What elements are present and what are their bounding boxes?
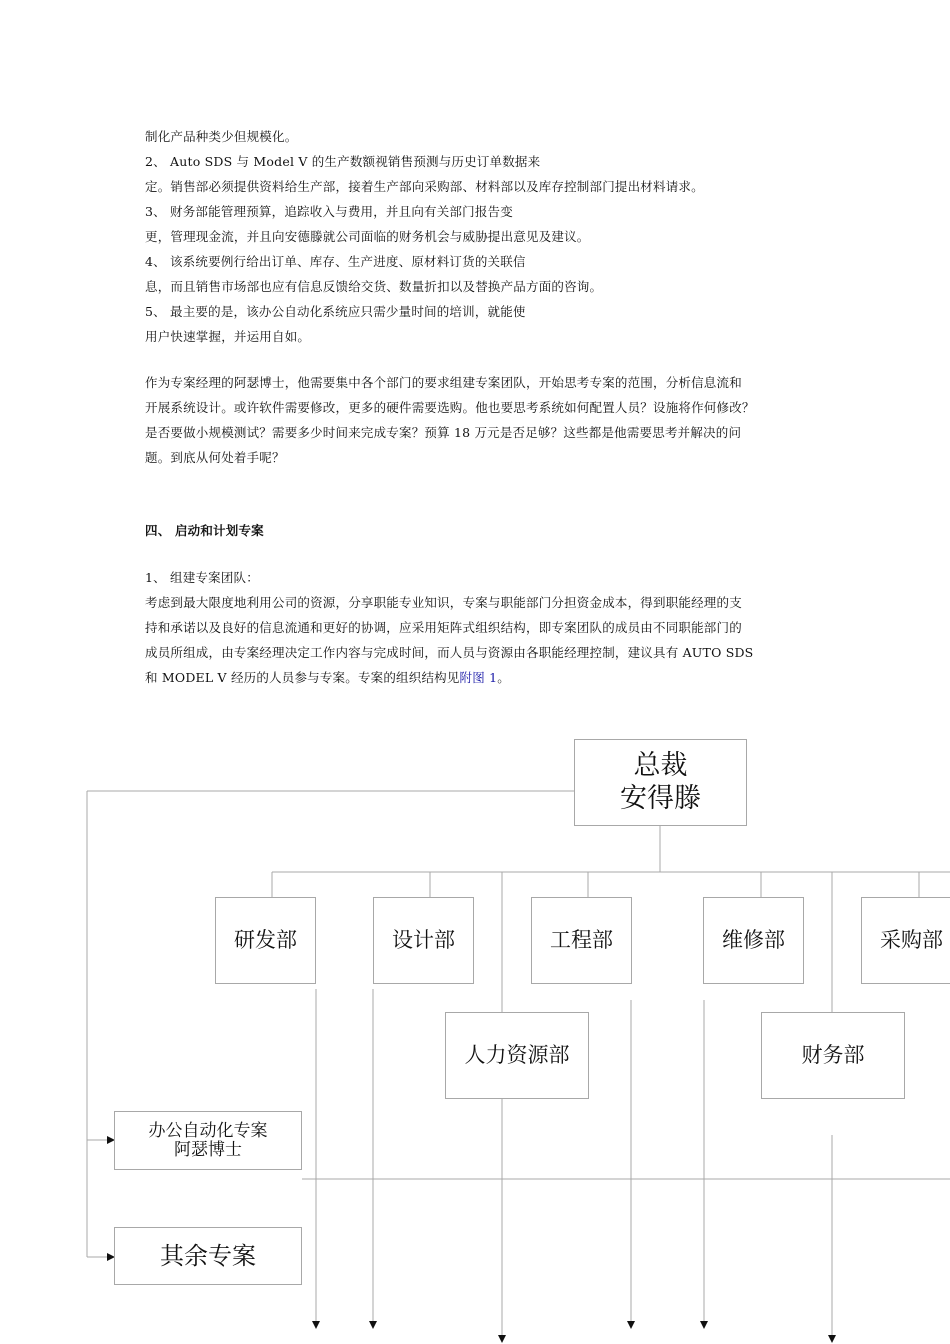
dept-label: 采购部 <box>880 927 943 952</box>
dept-box-finance <box>761 1012 905 1099</box>
dept-box-engineering <box>531 897 632 984</box>
dept-box-design <box>373 897 474 984</box>
project-title: 其余专案 <box>160 1241 256 1270</box>
paragraph-line: 持和承诺以及良好的信息流通和更好的协调，应采用矩阵式组织结构，即专案团队的成员由不同职能部门的 <box>145 620 742 635</box>
list-item-title: 1、 组建专案团队： <box>145 570 259 585</box>
dept-label: 人力资源部 <box>464 1042 570 1067</box>
president-box <box>574 739 747 826</box>
paragraph-line: 考虑到最大限度地利用公司的资源，分享职能专业知识，专案与职能部门分担资金成本，得到职能经理的支 <box>145 595 742 610</box>
president-title: 总裁 <box>633 750 688 782</box>
paragraph-line: 作为专案经理的阿瑟博士，他需要集中各个部门的要求组建专案团队，开始思考专案的范围，分析信息流和 <box>145 375 742 390</box>
text-span: 和 MODEL V 经历的人员参与专案。专案的组织结构见 <box>145 670 460 685</box>
text-line: 更，管理现金流，并且向安德滕就公司面临的财务机会与威胁提出意见及建议。 <box>145 229 590 244</box>
project-manager: 阿瑟博士 <box>174 1139 242 1160</box>
dept-label: 维修部 <box>722 927 785 952</box>
text-line: 息，而且销售市场部也应有信息反馈给交货、数量折扣以及替换产品方面的咨询。 <box>145 279 603 294</box>
dept-label: 财务部 <box>801 1042 865 1067</box>
text-line: 制化产品种类少但规模化。 <box>145 129 298 144</box>
dept-label: 研发部 <box>234 927 297 952</box>
paragraph-line: 题。到底从何处着手呢？ <box>145 450 285 465</box>
president-box-content <box>620 750 701 815</box>
project-box-content <box>149 1122 268 1159</box>
figure-link[interactable]: 附图 1 <box>459 670 498 685</box>
dept-label: 设计部 <box>392 927 455 952</box>
paragraph-line: 是否要做小规模测试？需要多少时间来完成专案？预算 18 万元是否足够？这些都是他需要思考并解决的问 <box>145 425 742 440</box>
paragraph-line: 成员所组成，由专案经理决定工作内容与完成时间，而人员与资源由各职能经理控制，建议具有 AUTO SDS <box>145 645 754 660</box>
paragraph-line: 开展系统设计。或许软件需要修改，更多的硬件需要选购。他也要思考系统如何配置人员？设施将作何修改？ <box>145 400 755 415</box>
text-span: 。 <box>497 670 510 685</box>
dept-label: 工程部 <box>550 927 613 952</box>
dept-box-purchasing <box>861 897 950 984</box>
president-name: 安得滕 <box>620 782 701 814</box>
dept-box-rnd <box>215 897 316 984</box>
dept-box-maintenance <box>703 897 804 984</box>
text-line: 用户快速掌握，并运用自如。 <box>145 329 311 344</box>
text-line: 2、 Auto SDS 与 Model V 的生产数额视销售预测与历史订单数据来 <box>145 154 541 169</box>
dept-box-hr <box>445 1012 589 1099</box>
section-heading: 四、 启动和计划专案 <box>145 523 264 538</box>
text-line: 定。销售部必须提供资料给生产部，接着生产部向采购部、材料部以及库存控制部门提出材料请求。 <box>145 179 704 194</box>
text-line: 3、 财务部能管理预算，追踪收入与费用，并且向有关部门报告变 <box>145 204 513 219</box>
project-box-other <box>114 1227 302 1285</box>
text-line: 5、 最主要的是，该办公自动化系统应只需少量时间的培训，就能使 <box>145 304 526 319</box>
text-line: 4、 该系统要例行给出订单、库存、生产进度、原材料订货的关联信 <box>145 254 526 269</box>
project-title: 办公自动化专案 <box>148 1120 268 1141</box>
project-box-oa <box>114 1111 302 1170</box>
